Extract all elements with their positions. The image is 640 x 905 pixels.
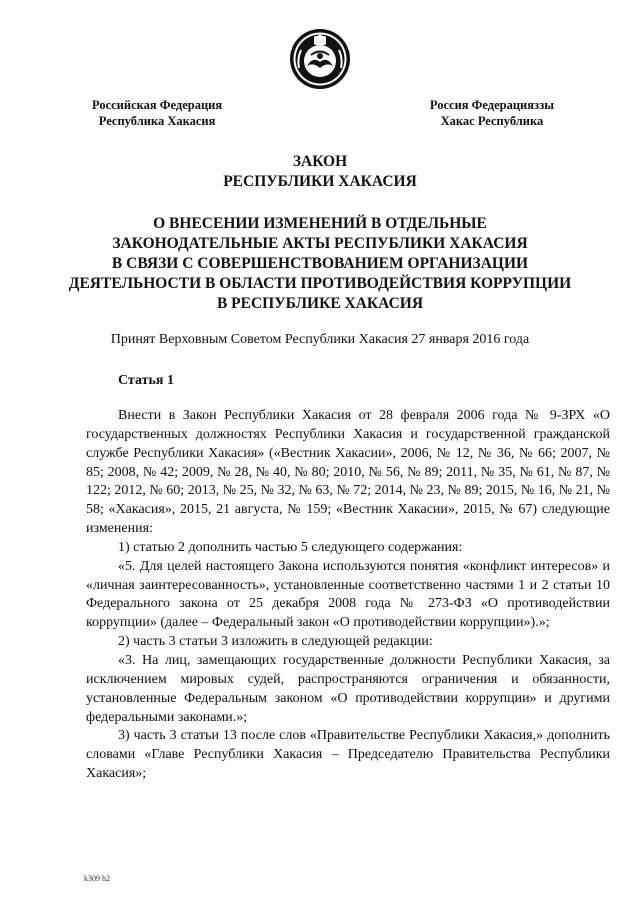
law-subject — [0, 214, 640, 314]
body-paragraph: 2) часть 3 статьи 3 изложить в следующей редакции: — [118, 634, 433, 650]
header-right-republic: Хакас Республика — [440, 114, 544, 128]
body-paragraph: 1) статью 2 дополнить частью 5 следующего содержания: — [118, 539, 463, 555]
document-code: k309 h2 — [84, 874, 110, 883]
law-title-line: ЗАКОН — [292, 153, 348, 170]
law-subject-line: О ВНЕСЕНИИ ИЗМЕНЕНИЙ В ОТДЕЛЬНЫЕ — [153, 215, 487, 232]
article-heading: Статья 1 — [118, 373, 174, 388]
law-subject-line: В РЕСПУБЛИКЕ ХАКАСИЯ — [216, 295, 424, 312]
law-subject-line: В СВЯЗИ С СОВЕРШЕНСТВОВАНИЕМ ОРГАНИЗАЦИИ — [111, 255, 529, 272]
body-paragraph: Внести в Закон Республики Хакасия от 28 февраля 2006 года № 9-ЗРХ «О государственных должностях Республики Хакасия и государственной гражданской службе Республики Хакасия» («Вестник Хакасии», 2006, № 12, № 36, № 66; 2007, № 85; 2008, № 42; 2009, № 28, № 40, № 80; 2010, № 56, № 89; 2011, № 35, № 61, № 87, № 122; 2012, № 60; 2013, № 25, № 32, № 63, № 72; 2014, № 23, № 89; 2015, № 16, № 21, № 58; «Хакасия», 2015, 21 августа, № 159; «Вестник Хакасии», 2015, № 67) следующие изменения: — [86, 408, 610, 537]
body-paragraph: 3) часть 3 статьи 13 после слов «Правительстве Республики Хакасия,» дополнить словами «Главе Республики Хакасия – Председателю Правительства Республики Хакасия»; — [86, 728, 610, 782]
body-paragraph: «3. На лиц, замещающих государственные должности Республики Хакасия, за исключением мировых судей, распространяются ограничения и обязанности, установленные Федеральным законом «О противодействии коррупции» и другими федеральными законами.»; — [86, 652, 610, 725]
header-left — [92, 97, 222, 129]
law-subject-line: ЗАКОНОДАТЕЛЬНЫЕ АКТЫ РЕСПУБЛИКИ ХАКАСИЯ — [112, 235, 528, 252]
adoption-statement: Принят Верховным Советом Республики Хакасия 27 января 2016 года — [110, 332, 530, 347]
law-title — [0, 152, 640, 192]
header-right-country: Россия Федерацияззы — [429, 98, 554, 112]
header-left-country: Российская Федерация — [92, 98, 223, 112]
khakassia-coat-of-arms-icon — [289, 28, 351, 90]
law-body — [86, 407, 610, 784]
header-left-republic: Республика Хакасия — [98, 114, 216, 128]
law-title-line: РЕСПУБЛИКИ ХАКАСИЯ — [223, 173, 417, 190]
law-subject-line: ДЕЯТЕЛЬНОСТИ В ОБЛАСТИ ПРОТИВОДЕЙСТВИЯ КОРРУПЦИИ — [68, 275, 572, 292]
body-paragraph: «5. Для целей настоящего Закона используются понятия «конфликт интересов» и «личная заинтересованность», установленные соответственно частями 1 и 2 статьи 10 Федерального закона от 25 декабря 2008 года № 273-ФЗ «О противодействии коррупции» (далее – Федеральный закон «О противодействии коррупции»).»; — [86, 558, 610, 631]
header-right — [430, 97, 554, 129]
